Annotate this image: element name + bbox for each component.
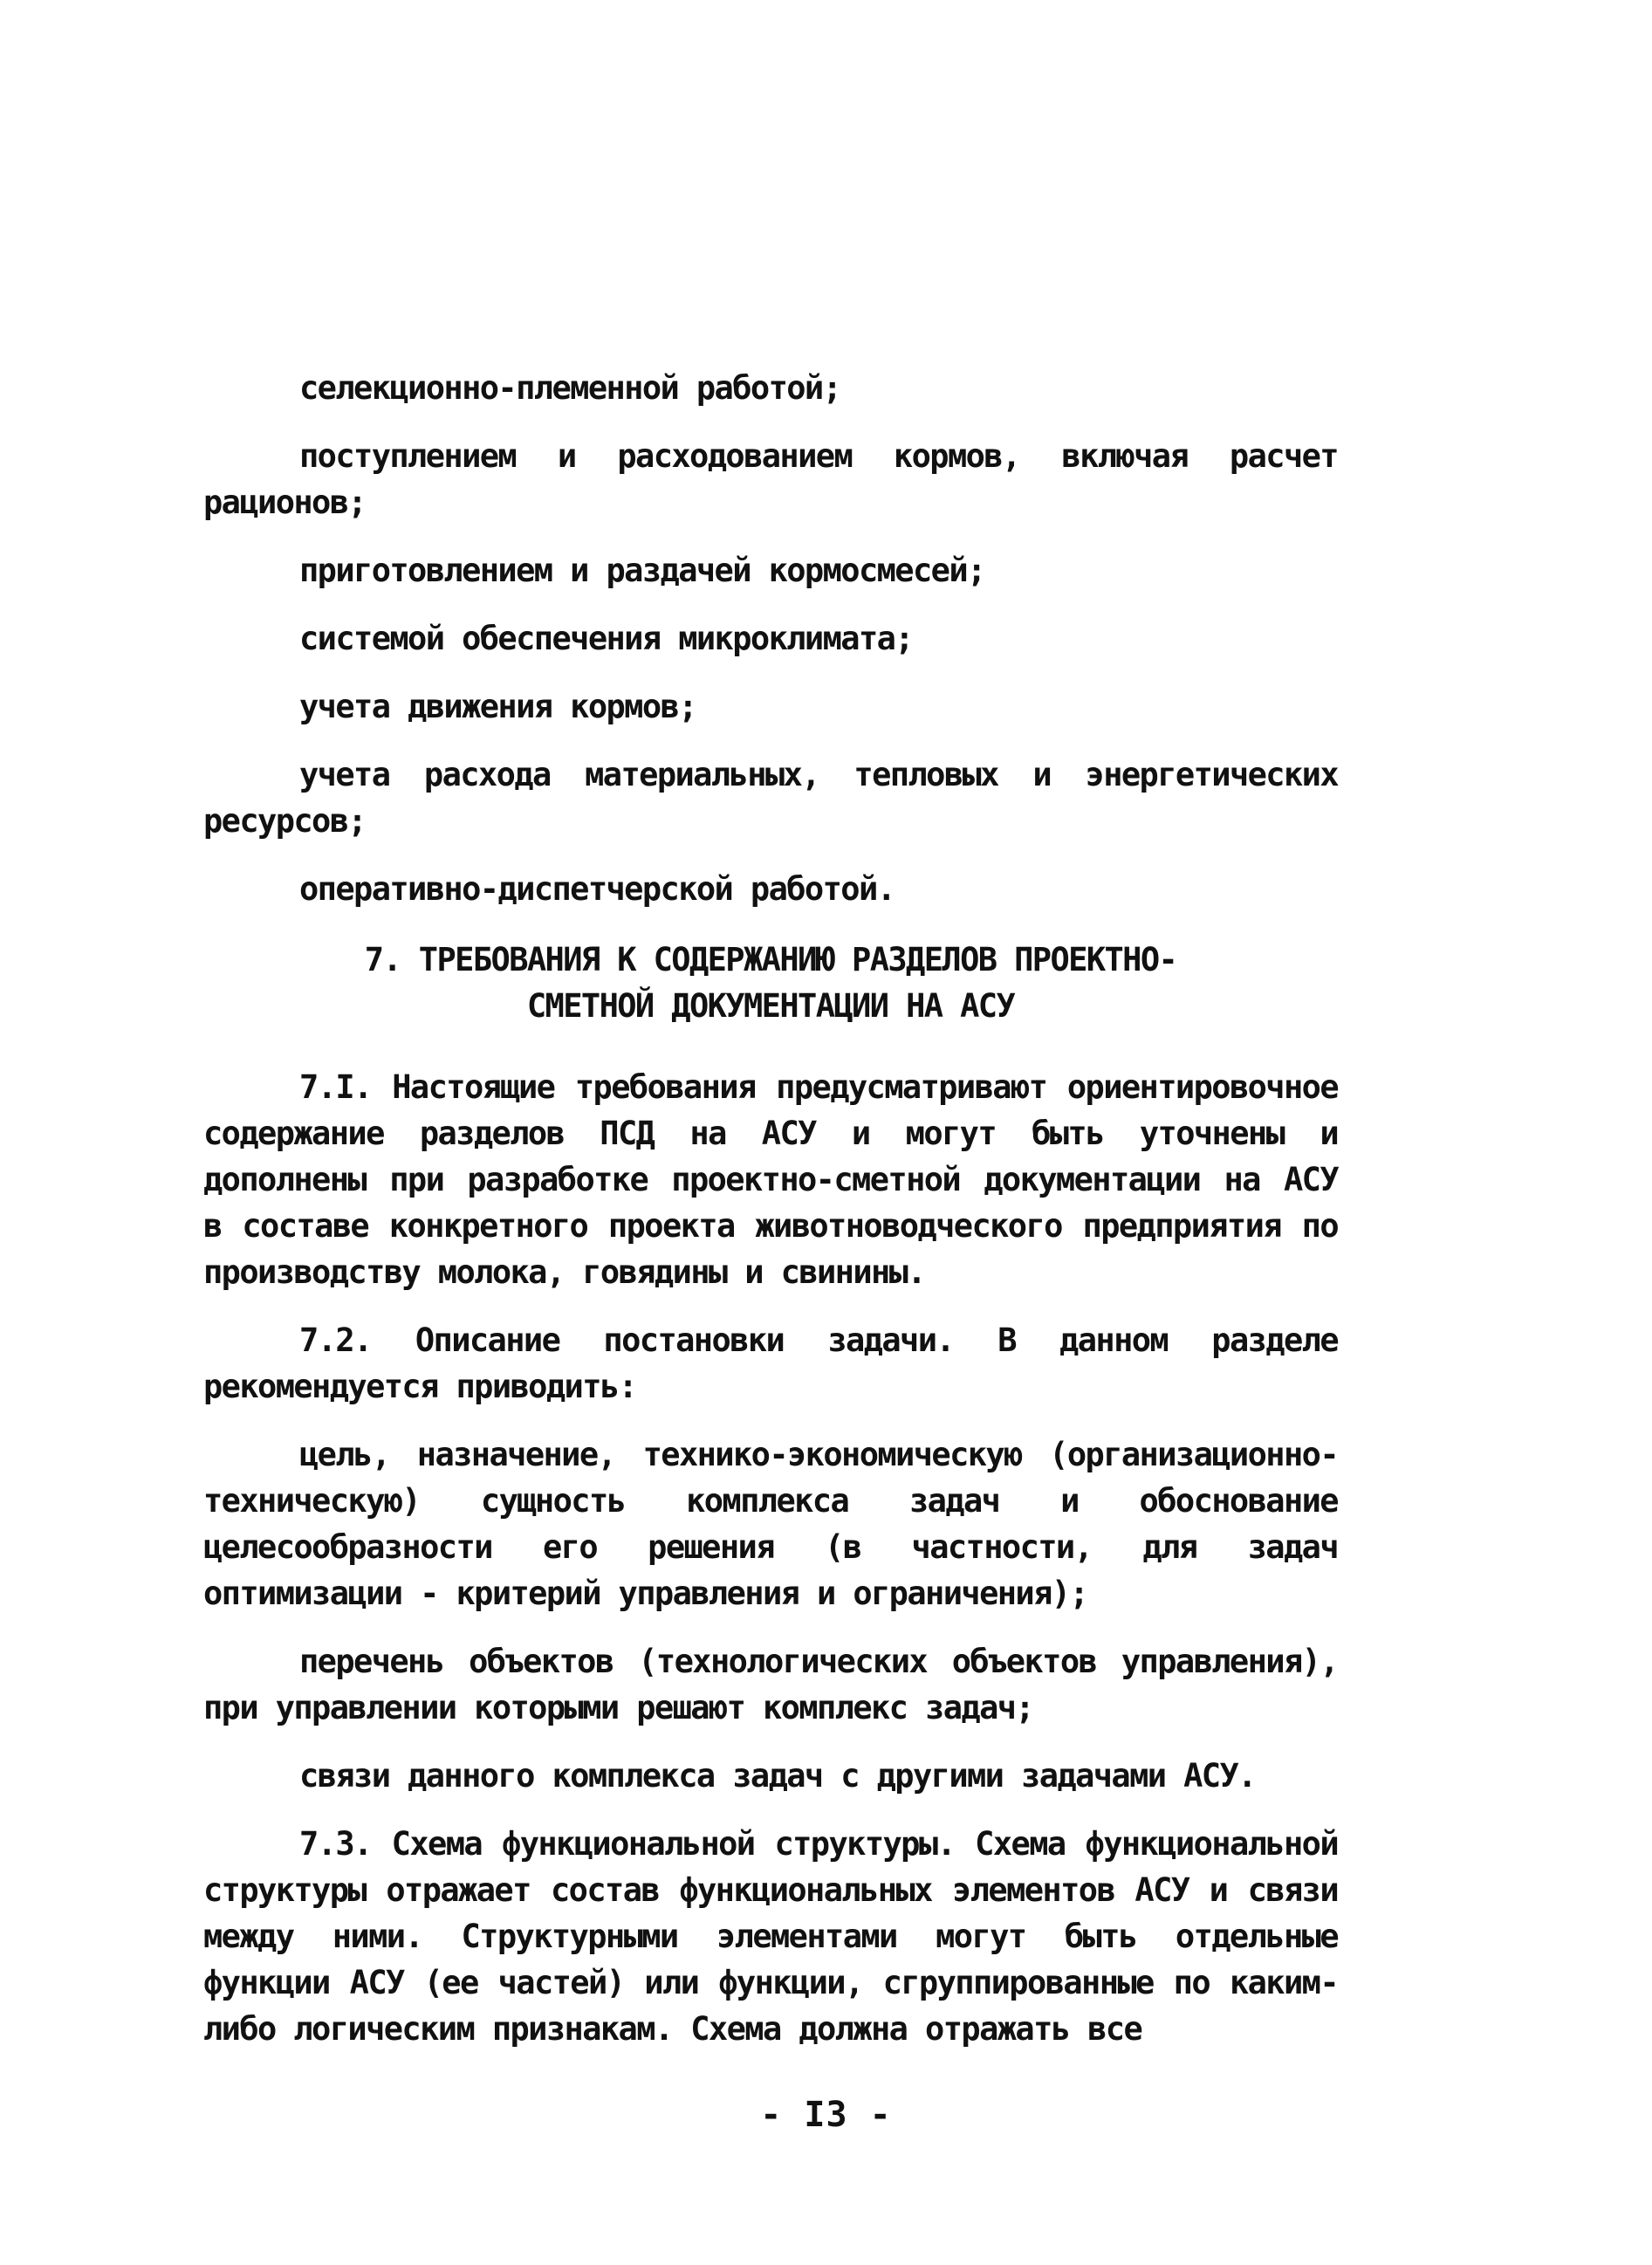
list-item: учета расхода материальных, тепловых и энергетических ресурсов; (203, 756, 1338, 840)
section-heading-line-1: 7. ТРЕБОВАНИЯ К СОДЕРЖАНИЮ РАЗДЕЛОВ ПРОЕКТНО- (364, 941, 1177, 978)
paragraph-7-1: 7.I. Настоящие требования предусматривают ориентировочное содержание разделов ПСД на АСУ и могут быть уточнены и дополнены при разработке проектно-сметной документации на АСУ в составе конкретного проекта животноводческого предприятия по производству молока, говядины и свинины. (203, 1068, 1338, 1291)
list-item: оперативно-диспетчерской работой. (299, 870, 895, 908)
list-item: цель, назначение, технико-экономическую (организационно-техническую) сущность комплекса задач и обоснование целесообразности его решения (в частности, для задач оптимизации - критерий управления и ограничения); (203, 1436, 1338, 1612)
list-item: связи данного комплекса задач с другими задачами АСУ. (299, 1757, 1256, 1795)
list-item: приготовлением и раздачей кормосмесей; (299, 552, 985, 589)
list-item: учета движения кормов; (299, 688, 696, 725)
paragraph-7-3: 7.3. Схема функциональной структуры. Схема функциональной структуры отражает состав функциональных элементов АСУ и связи между ними. Структурными элементами могут быть отдельные функции АСУ (ее частей) или функции, сгруппированные по каким-либо логическим признакам. Схема должна отражать все (203, 1825, 1338, 2048)
section-heading-line-2: СМЕТНОЙ ДОКУМЕНТАЦИИ НА АСУ (526, 987, 1015, 1025)
list-item: селекционно-племенной работой; (299, 369, 841, 407)
page-number: - I3 - (760, 2095, 892, 2135)
page-body (203, 365, 1338, 2074)
section-heading (203, 937, 1338, 1029)
list-item: поступлением и расходованием кормов, включая расчет рационов; (203, 437, 1338, 521)
list-item: системой обеспечения микроклимата; (299, 620, 913, 657)
list-item: перечень объектов (технологических объектов управления), при управлении которыми решают комплекс задач; (203, 1643, 1338, 1726)
paragraph-7-2: 7.2. Описание постановки задачи. В данном разделе рекомендуется приводить: (203, 1321, 1338, 1405)
